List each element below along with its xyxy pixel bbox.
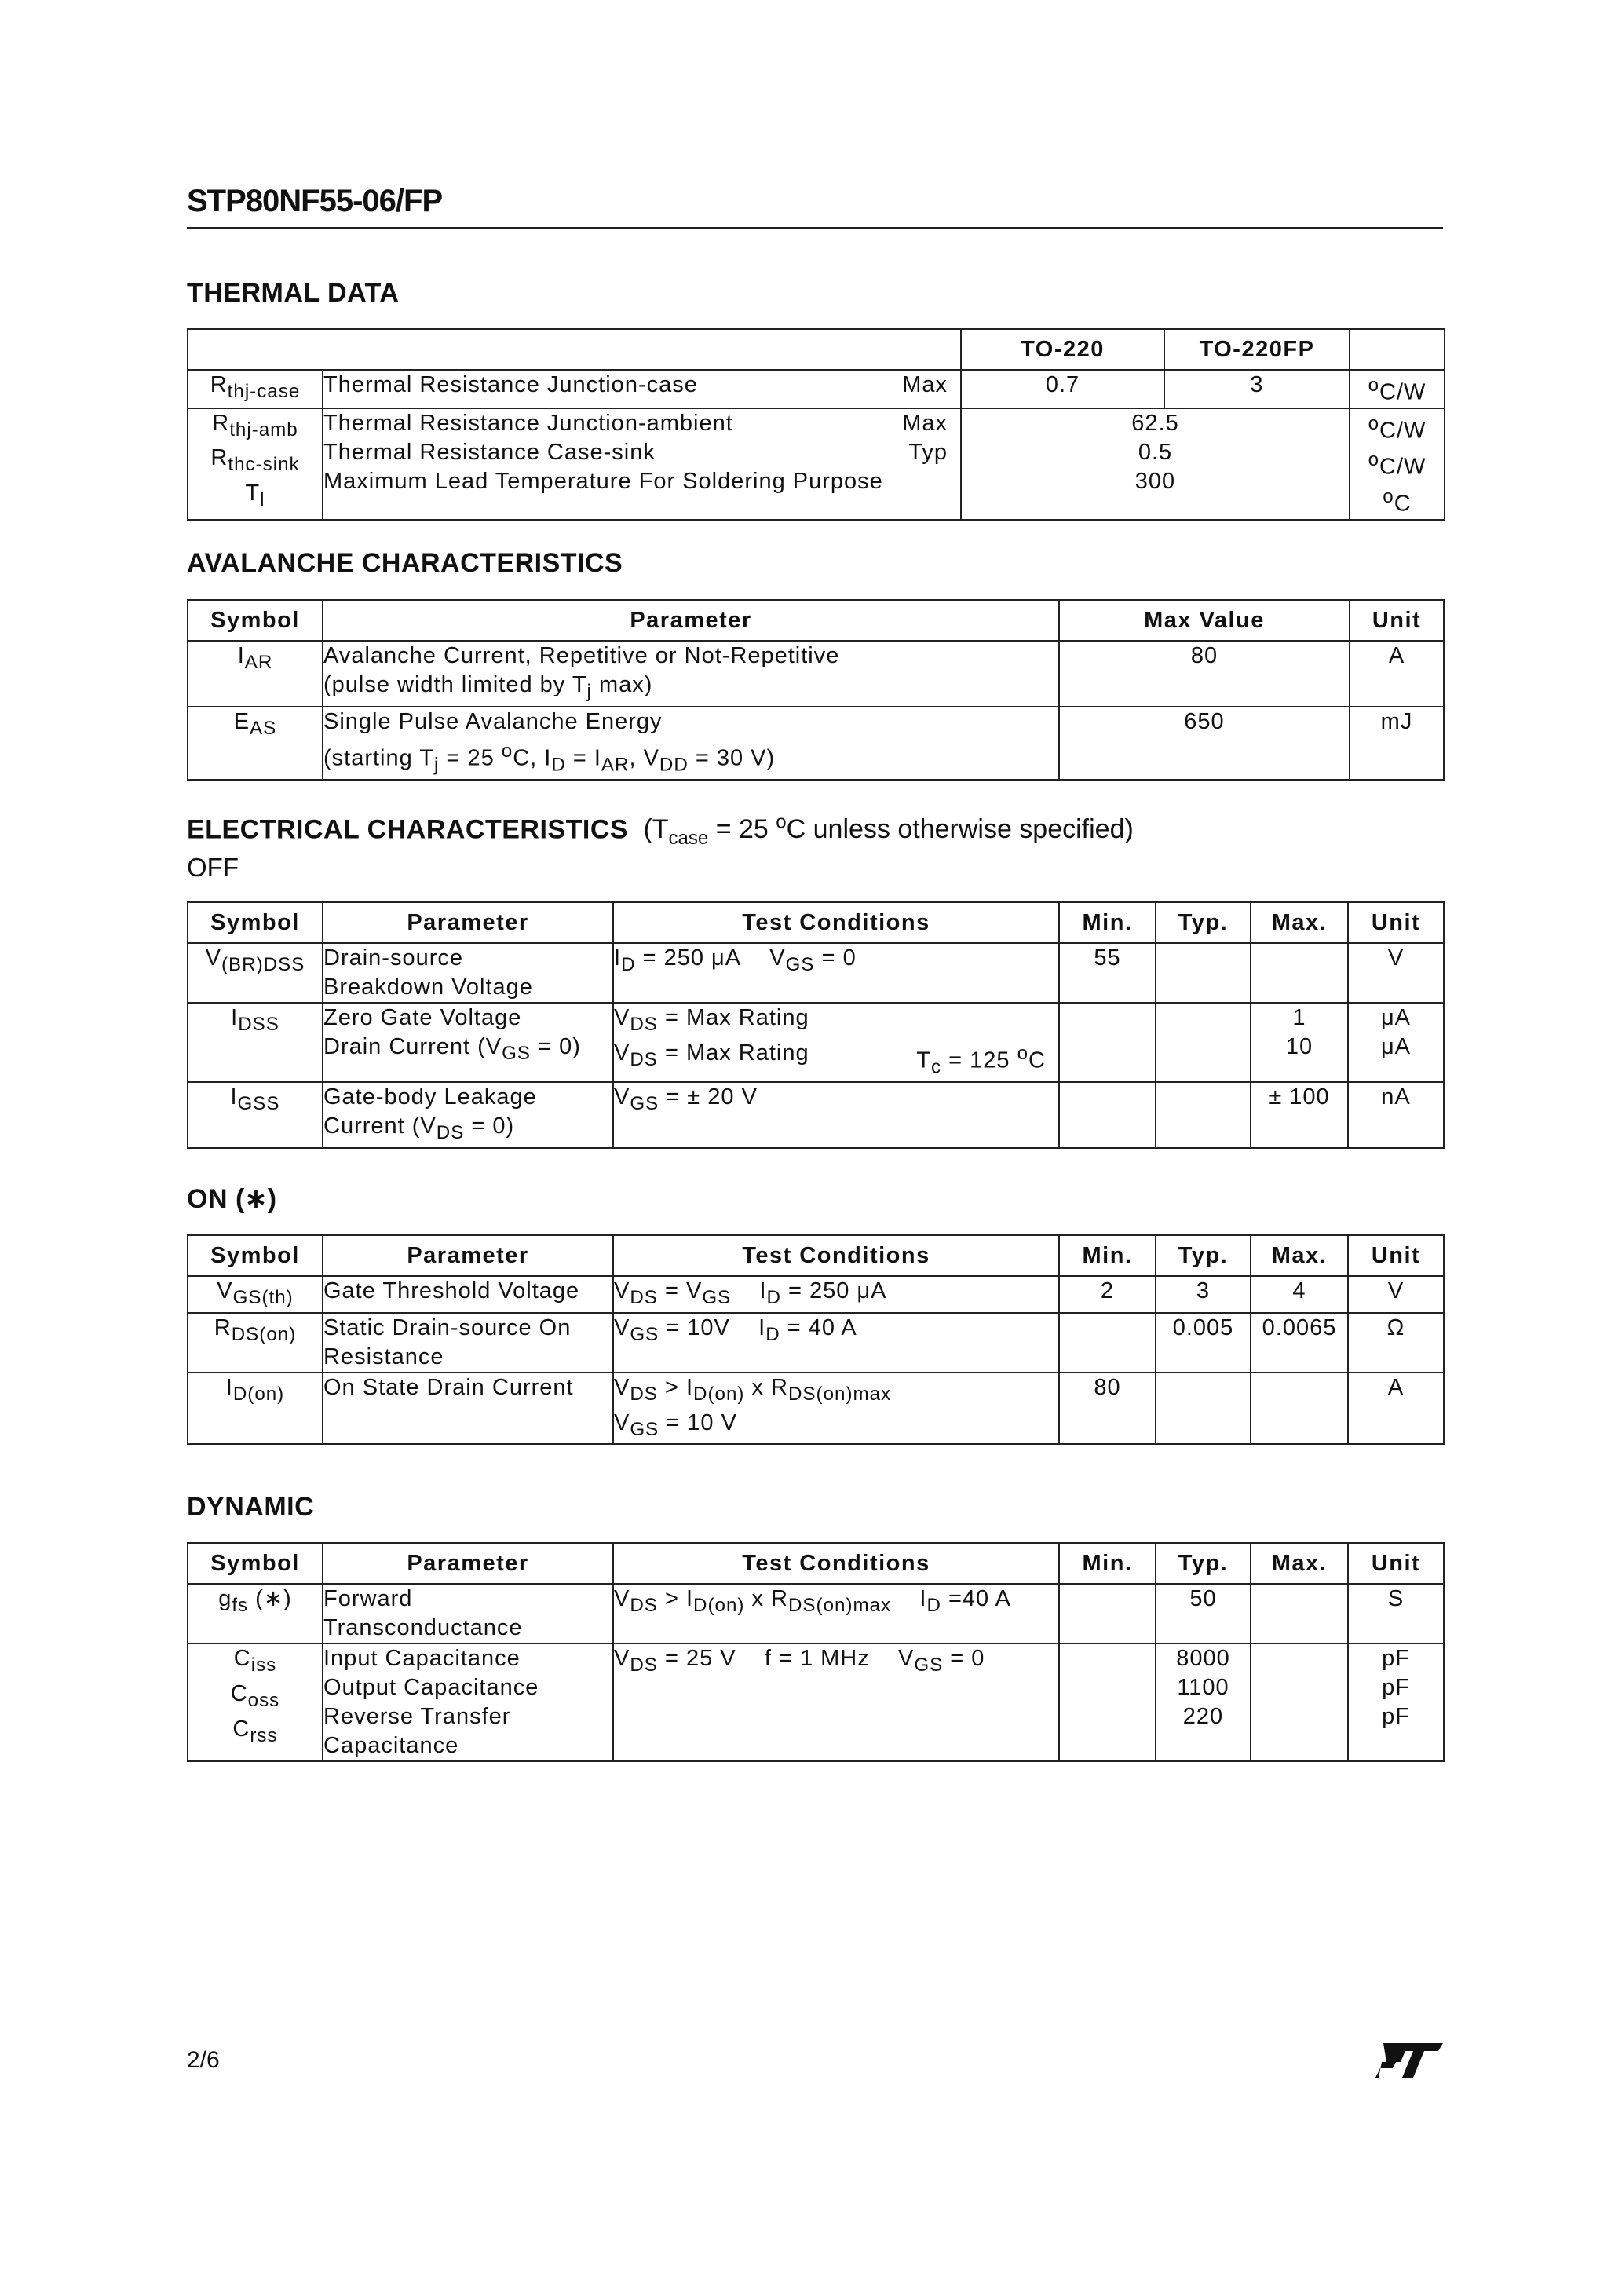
off-row: $I_{GSS}$ Gate-body Leakage Current $(V_{DS} = 0)$ $V_{GS}$ = ± 20 V ± 100 nA bbox=[188, 1082, 1444, 1148]
thermal-to220fp-value: 3 bbox=[1164, 370, 1350, 408]
header-rule bbox=[187, 227, 1443, 229]
thermal-row-group: $R_{thj-amb}$ $R_{thc-sink}$ $T_l$ Thermal Resistance Junction-ambient Max Thermal Resistance Case-sink Typ Maximum Lead Temperature For Soldering Purpose 62.5 0.5 300 $^o$C/W $^o$C/W $^o$C bbox=[188, 408, 1445, 520]
thermal-blank-unit bbox=[1350, 329, 1445, 370]
on-row: $I_{D(on)}$ On State Drain Current $V_{DS} > I_{D(on)}$ x $R_{DS(on)max}$ $V_{GS} = 10$ V 80 A bbox=[188, 1373, 1444, 1445]
on-table: Symbol Parameter Test Conditions Min. Typ. Max. Unit $V_{GS(th)}$ Gate Threshold Voltage $V_{DS} = V_{GS}$ $I_D = 250$ μA 2 3 4 V $R_{DS(on)}$ Static Drain-source On Resistance $V_{GS} = 10V$ $I_D = 40$ A 0.005 0.0065 Ω $I_{D(on)}$ On State Drain Current $V_{DS} > I_{D(on)}$ x $R_{DS(on)max}$ $V_{GS} = 10$ V 80 A bbox=[187, 1234, 1445, 1445]
thermal-title: THERMAL DATA bbox=[187, 278, 400, 308]
dynamic-title: DYNAMIC bbox=[187, 1492, 315, 1522]
part-number: STP80NF55-06/FP bbox=[187, 184, 443, 218]
thermal-row: $R_{thj-case}$ Thermal Resistance Junction-case Max 0.7 3 $^o$C/W bbox=[188, 370, 1445, 408]
off-row: $V_{(BR)DSS}$ Drain-source Breakdown Voltage $I_D = 250$ μA $V_{GS} = 0$ 55 V bbox=[188, 943, 1444, 1003]
thermal-table bbox=[187, 328, 1445, 521]
thermal-col-to220: TO-220 bbox=[961, 329, 1164, 370]
st-logo-icon bbox=[1375, 2040, 1445, 2085]
avalanche-table: Symbol Parameter Max Value Unit $I_{AR}$ Avalanche Current, Repetitive or Not-Repetitive (pulse width limited by $T_j$ max) 80 A $E_{AS}$ Single Pulse Avalanche Energy (starting $T_j = 25$ $^o$C, $I_D = I_{AR}$, $V_{DD} = 30$ V) 650 mJ bbox=[187, 599, 1445, 781]
electrical-title: ELECTRICAL CHARACTERISTICS ($T_{case} = 25$ $^o$C unless otherwise specified) bbox=[187, 812, 1134, 850]
off-table: Symbol Parameter Test Conditions Min. Typ. Max. Unit $V_{(BR)DSS}$ Drain-source Breakdown Voltage $I_D = 250$ μA $V_{GS} = 0$ 55 V $I_{DSS}$ Zero Gate Voltage Drain Current $(V_{GS} = 0)$ $V_{DS}$ = Max Rating $V_{DS}$ = Max Rating $T_c = 125$ $^o$C 1 10 μA μA $I_{GSS}$ Gate-body Leakage Current $(V_{DS} = 0)$ $V_{GS}$ = ± 20 V ± 100 nA bbox=[187, 901, 1445, 1149]
off-title: OFF bbox=[187, 853, 239, 882]
thermal-to220-value: 0.7 bbox=[961, 370, 1164, 408]
avalanche-row: $E_{AS}$ Single Pulse Avalanche Energy (starting $T_j = 25$ $^o$C, $I_D = I_{AR}$, $V_{DD} = 30$ V) 650 mJ bbox=[188, 707, 1444, 780]
on-row: $R_{DS(on)}$ Static Drain-source On Resistance $V_{GS} = 10V$ $I_D = 40$ A 0.005 0.0065 Ω bbox=[188, 1313, 1444, 1373]
dynamic-table: Symbol Parameter Test Conditions Min. Typ. Max. Unit $g_{fs}$ (∗) Forward Transconductance $V_{DS} > I_{D(on)}$ x $R_{DS(on)max}$ $I_D =40$ A 50 S $C_{iss}$ $C_{oss}$ $C_{rss}$ Input Capacitance Output Capacitance Reverse Transfer Capacitance $V_{DS} = 25$ V f = 1 MHz $V_{GS} = 0$ 8000 1100 220 pF pF pF bbox=[187, 1542, 1445, 1762]
page-number: 2/6 bbox=[187, 2047, 220, 2073]
on-row: $V_{GS(th)}$ Gate Threshold Voltage $V_{DS} = V_{GS}$ $I_D = 250$ μA 2 3 4 V bbox=[188, 1276, 1444, 1313]
dynamic-row: $g_{fs}$ (∗) Forward Transconductance $V_{DS} > I_{D(on)}$ x $R_{DS(on)max}$ $I_D =40$ A 50 S bbox=[188, 1584, 1444, 1643]
thermal-blank-header bbox=[188, 329, 961, 370]
electrical-note: ($T_{case} = 25$ $^o$C unless otherwise specified) bbox=[643, 812, 1134, 850]
on-title: ON (∗) bbox=[187, 1184, 277, 1214]
thermal-col-to220fp: TO-220FP bbox=[1164, 329, 1350, 370]
dynamic-row: $C_{iss}$ $C_{oss}$ $C_{rss}$ Input Capacitance Output Capacitance Reverse Transfer Capacitance $V_{DS} = 25$ V f = 1 MHz $V_{GS} = 0$ 8000 1100 220 pF pF pF bbox=[188, 1643, 1444, 1761]
avalanche-row: $I_{AR}$ Avalanche Current, Repetitive or Not-Repetitive (pulse width limited by $T_j$ max) 80 A bbox=[188, 641, 1444, 707]
avalanche-title: AVALANCHE CHARACTERISTICS bbox=[187, 548, 623, 578]
off-row: $I_{DSS}$ Zero Gate Voltage Drain Current $(V_{GS} = 0)$ $V_{DS}$ = Max Rating $V_{DS}$ = Max Rating $T_c = 125$ $^o$C 1 10 μA μA bbox=[188, 1003, 1444, 1082]
